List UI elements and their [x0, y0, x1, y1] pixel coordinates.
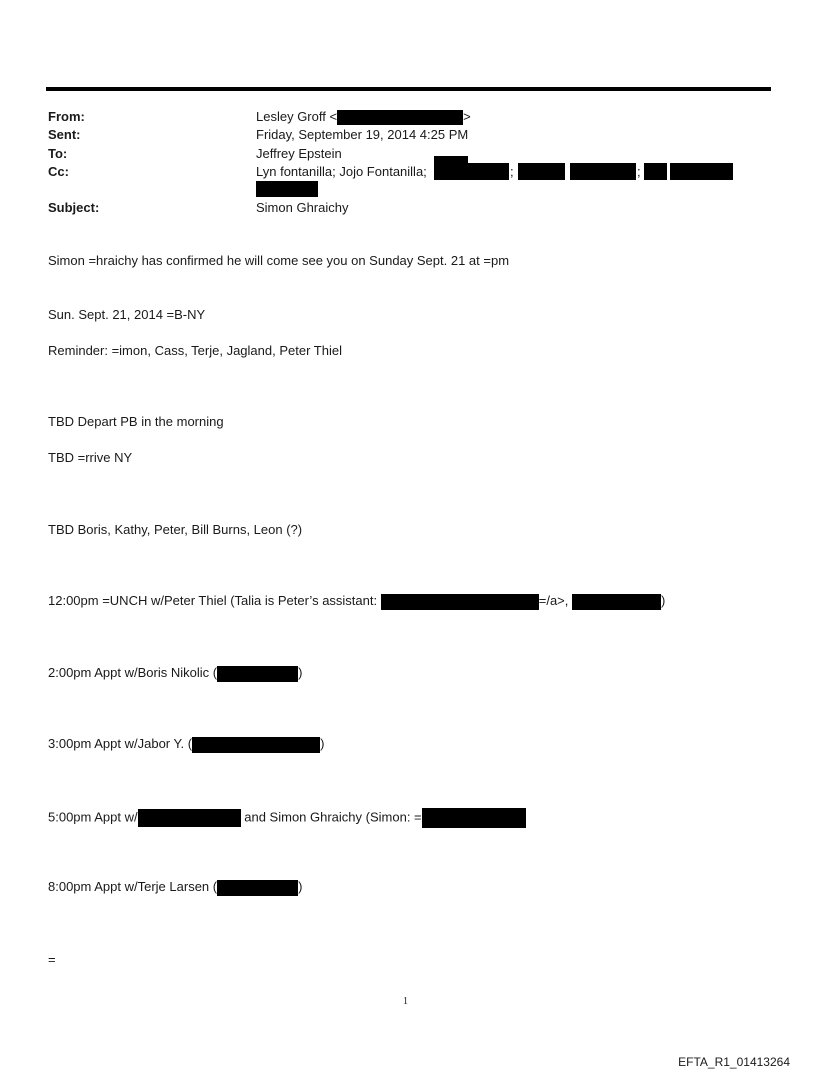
redaction: [138, 809, 241, 827]
schedule-item: [48, 736, 324, 753]
redaction: [572, 594, 661, 610]
header-rule: [46, 87, 771, 91]
redaction: [217, 666, 298, 682]
page-number: 1: [403, 996, 408, 1007]
schedule-text: ): [320, 736, 325, 751]
body-line: =: [48, 952, 56, 967]
schedule-text: and Simon Ghraichy (Simon: =: [244, 809, 422, 825]
schedule-text: 12:00pm =UNCH w/Peter Thiel (Talia is Peter’s assistant:: [48, 593, 378, 608]
redaction: [570, 163, 636, 180]
subject-value: Simon Ghraichy: [256, 200, 349, 215]
body-line: Reminder: =imon, Cass, Terje, Jagland, Peter Thiel: [48, 343, 342, 358]
redaction: [192, 737, 320, 753]
redaction: [434, 163, 509, 180]
schedule-item: [48, 879, 302, 896]
from-value: [256, 109, 471, 125]
to-value: Jeffrey Epstein: [256, 146, 342, 161]
from-name: Lesley Groff <: [256, 109, 338, 124]
body-line: TBD Boris, Kathy, Peter, Bill Burns, Leon (?): [48, 522, 303, 537]
subject-label: Subject:: [48, 200, 100, 215]
cc-value: Lyn fontanilla; Jojo Fontanilla;: [256, 164, 427, 179]
redaction: [644, 163, 667, 180]
body-line: TBD =rrive NY: [48, 450, 133, 465]
to-label: To:: [48, 146, 68, 161]
schedule-text: ): [661, 593, 666, 608]
bates-number: EFTA_R1_01413264: [678, 1055, 790, 1069]
redaction: [670, 163, 733, 180]
cc-label: Cc:: [48, 164, 69, 179]
schedule-item: [48, 593, 665, 610]
schedule-text: ): [298, 665, 303, 680]
body-line: Sun. Sept. 21, 2014 =B-NY: [48, 307, 206, 322]
schedule-text: 5:00pm Appt w/: [48, 809, 138, 825]
redaction: [422, 808, 526, 828]
schedule-text: 8:00pm Appt w/Terje Larsen (: [48, 879, 218, 894]
redaction: [217, 880, 298, 896]
sent-label: Sent:: [48, 127, 81, 142]
schedule-text: 3:00pm Appt w/Jabor Y. (: [48, 736, 193, 751]
from-close: >: [463, 109, 471, 124]
cc-separator: ;: [637, 164, 641, 179]
redaction: [381, 594, 539, 610]
sent-value: Friday, September 19, 2014 4:25 PM: [256, 127, 469, 142]
schedule-item: [48, 808, 526, 828]
schedule-text: ): [298, 879, 303, 894]
schedule-item: [48, 665, 302, 682]
redaction: [518, 163, 565, 180]
body-line: Simon =hraichy has confirmed he will come see you on Sunday Sept. 21 at =pm: [48, 253, 510, 268]
cc-separator: ;: [510, 164, 514, 179]
body-line: TBD Depart PB in the morning: [48, 414, 224, 429]
redaction: [256, 181, 318, 197]
schedule-text: 2:00pm Appt w/Boris Nikolic (: [48, 665, 218, 680]
redaction: [337, 110, 463, 125]
from-label: From:: [48, 109, 85, 124]
schedule-text: =/a>,: [538, 593, 569, 608]
